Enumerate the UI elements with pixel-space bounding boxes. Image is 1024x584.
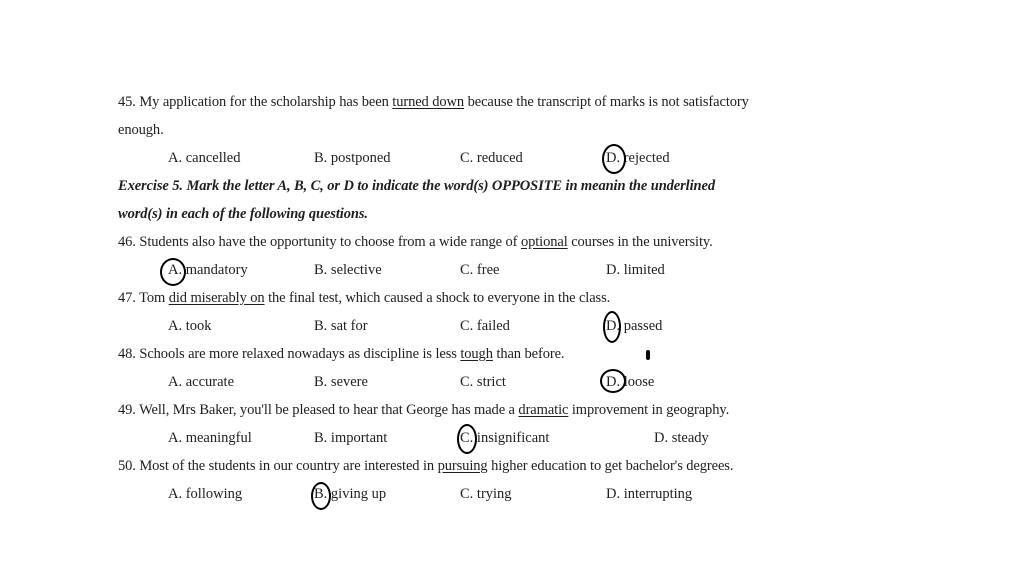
q46-option-b[interactable]: B. selective: [314, 262, 382, 278]
q47-option-d[interactable]: D. passed: [606, 318, 663, 334]
q50-option-b[interactable]: B. giving up: [314, 486, 387, 502]
q50-option-d[interactable]: D. interrupting: [606, 486, 693, 502]
q45-option-a[interactable]: A. cancelled: [168, 150, 241, 166]
q48-stem-pre: 48. Schools are more relaxed nowadays as discipline is less: [118, 346, 461, 362]
q46-stem-pre: 46. Students also have the opportunity to choose from a wide range of: [118, 234, 521, 250]
q45-option-d[interactable]: D. rejected: [606, 150, 670, 166]
q48-stem-post: than before.: [492, 346, 565, 362]
q49-stem-pre: 49. Well, Mrs Baker, you'll be pleased to hear that George has made a: [118, 402, 519, 418]
q49-stem-post: improvement in geography.: [568, 402, 730, 418]
q46-option-d[interactable]: D. limited: [606, 262, 665, 278]
q48-option-b[interactable]: B. severe: [314, 374, 368, 390]
q46-answer-circle: [160, 258, 186, 286]
q49-underlined: dramatic: [518, 402, 569, 418]
q49-option-c[interactable]: C. insignificant: [460, 430, 550, 446]
q46-option-a[interactable]: A. mandatory: [168, 262, 248, 278]
q48-option-d[interactable]: D. loose: [606, 374, 655, 390]
q50-stem: [118, 458, 733, 475]
q49-option-d[interactable]: D. steady: [654, 430, 709, 446]
q50-stem-post: higher education to get bachelor's degrees.: [487, 458, 734, 474]
q46-option-c[interactable]: C. free: [460, 262, 500, 278]
q49-answer-circle: [457, 424, 477, 454]
q47-answer-circle: [603, 311, 621, 343]
q50-option-c[interactable]: C. trying: [460, 486, 512, 502]
q48-answer-circle: [600, 369, 626, 393]
q45-stem-post: because the transcript of marks is not satisfactory: [464, 94, 749, 110]
exercise-instruction: Exercise 5. Mark the letter A, B, C, or D to indicate the word(s) OPPOSITE in meanin the underlined: [118, 178, 715, 194]
q45-stem: [118, 94, 749, 111]
q50-answer-circle: [311, 482, 331, 510]
q47-option-c[interactable]: C. failed: [460, 318, 510, 334]
stray-pen-mark: [646, 350, 650, 360]
q47-stem-post: the final test, which caused a shock to everyone in the class.: [264, 290, 611, 306]
q48-option-c[interactable]: C. strict: [460, 374, 506, 390]
q45-answer-circle: [602, 144, 626, 174]
q45-stem-pre: 45. My application for the scholarship has been: [118, 94, 393, 110]
q47-stem: [118, 290, 610, 307]
exercise-instruction-cont: word(s) in each of the following questions.: [118, 206, 368, 222]
q45-option-b[interactable]: B. postponed: [314, 150, 391, 166]
q46-stem: [118, 234, 713, 251]
q48-underlined: tough: [460, 346, 493, 362]
q45-option-c[interactable]: C. reduced: [460, 150, 523, 166]
q47-stem-pre: 47. Tom: [118, 290, 169, 306]
q48-stem: [118, 346, 564, 363]
q48-option-a[interactable]: A. accurate: [168, 374, 235, 390]
q46-stem-post: courses in the university.: [567, 234, 713, 250]
q49-option-b[interactable]: B. important: [314, 430, 388, 446]
q49-stem: [118, 402, 729, 419]
q45-underlined: turned down: [392, 94, 465, 110]
q49-option-a[interactable]: A. meaningful: [168, 430, 252, 446]
q50-option-a[interactable]: A. following: [168, 486, 243, 502]
q47-option-b[interactable]: B. sat for: [314, 318, 368, 334]
q47-underlined: did miserably on: [168, 290, 265, 306]
q45-stem-cont: enough.: [118, 122, 164, 138]
q46-underlined: optional: [520, 234, 568, 250]
q47-option-a[interactable]: A. took: [168, 318, 212, 334]
q50-underlined: pursuing: [437, 458, 488, 474]
q50-stem-pre: 50. Most of the students in our country are interested in: [118, 458, 438, 474]
